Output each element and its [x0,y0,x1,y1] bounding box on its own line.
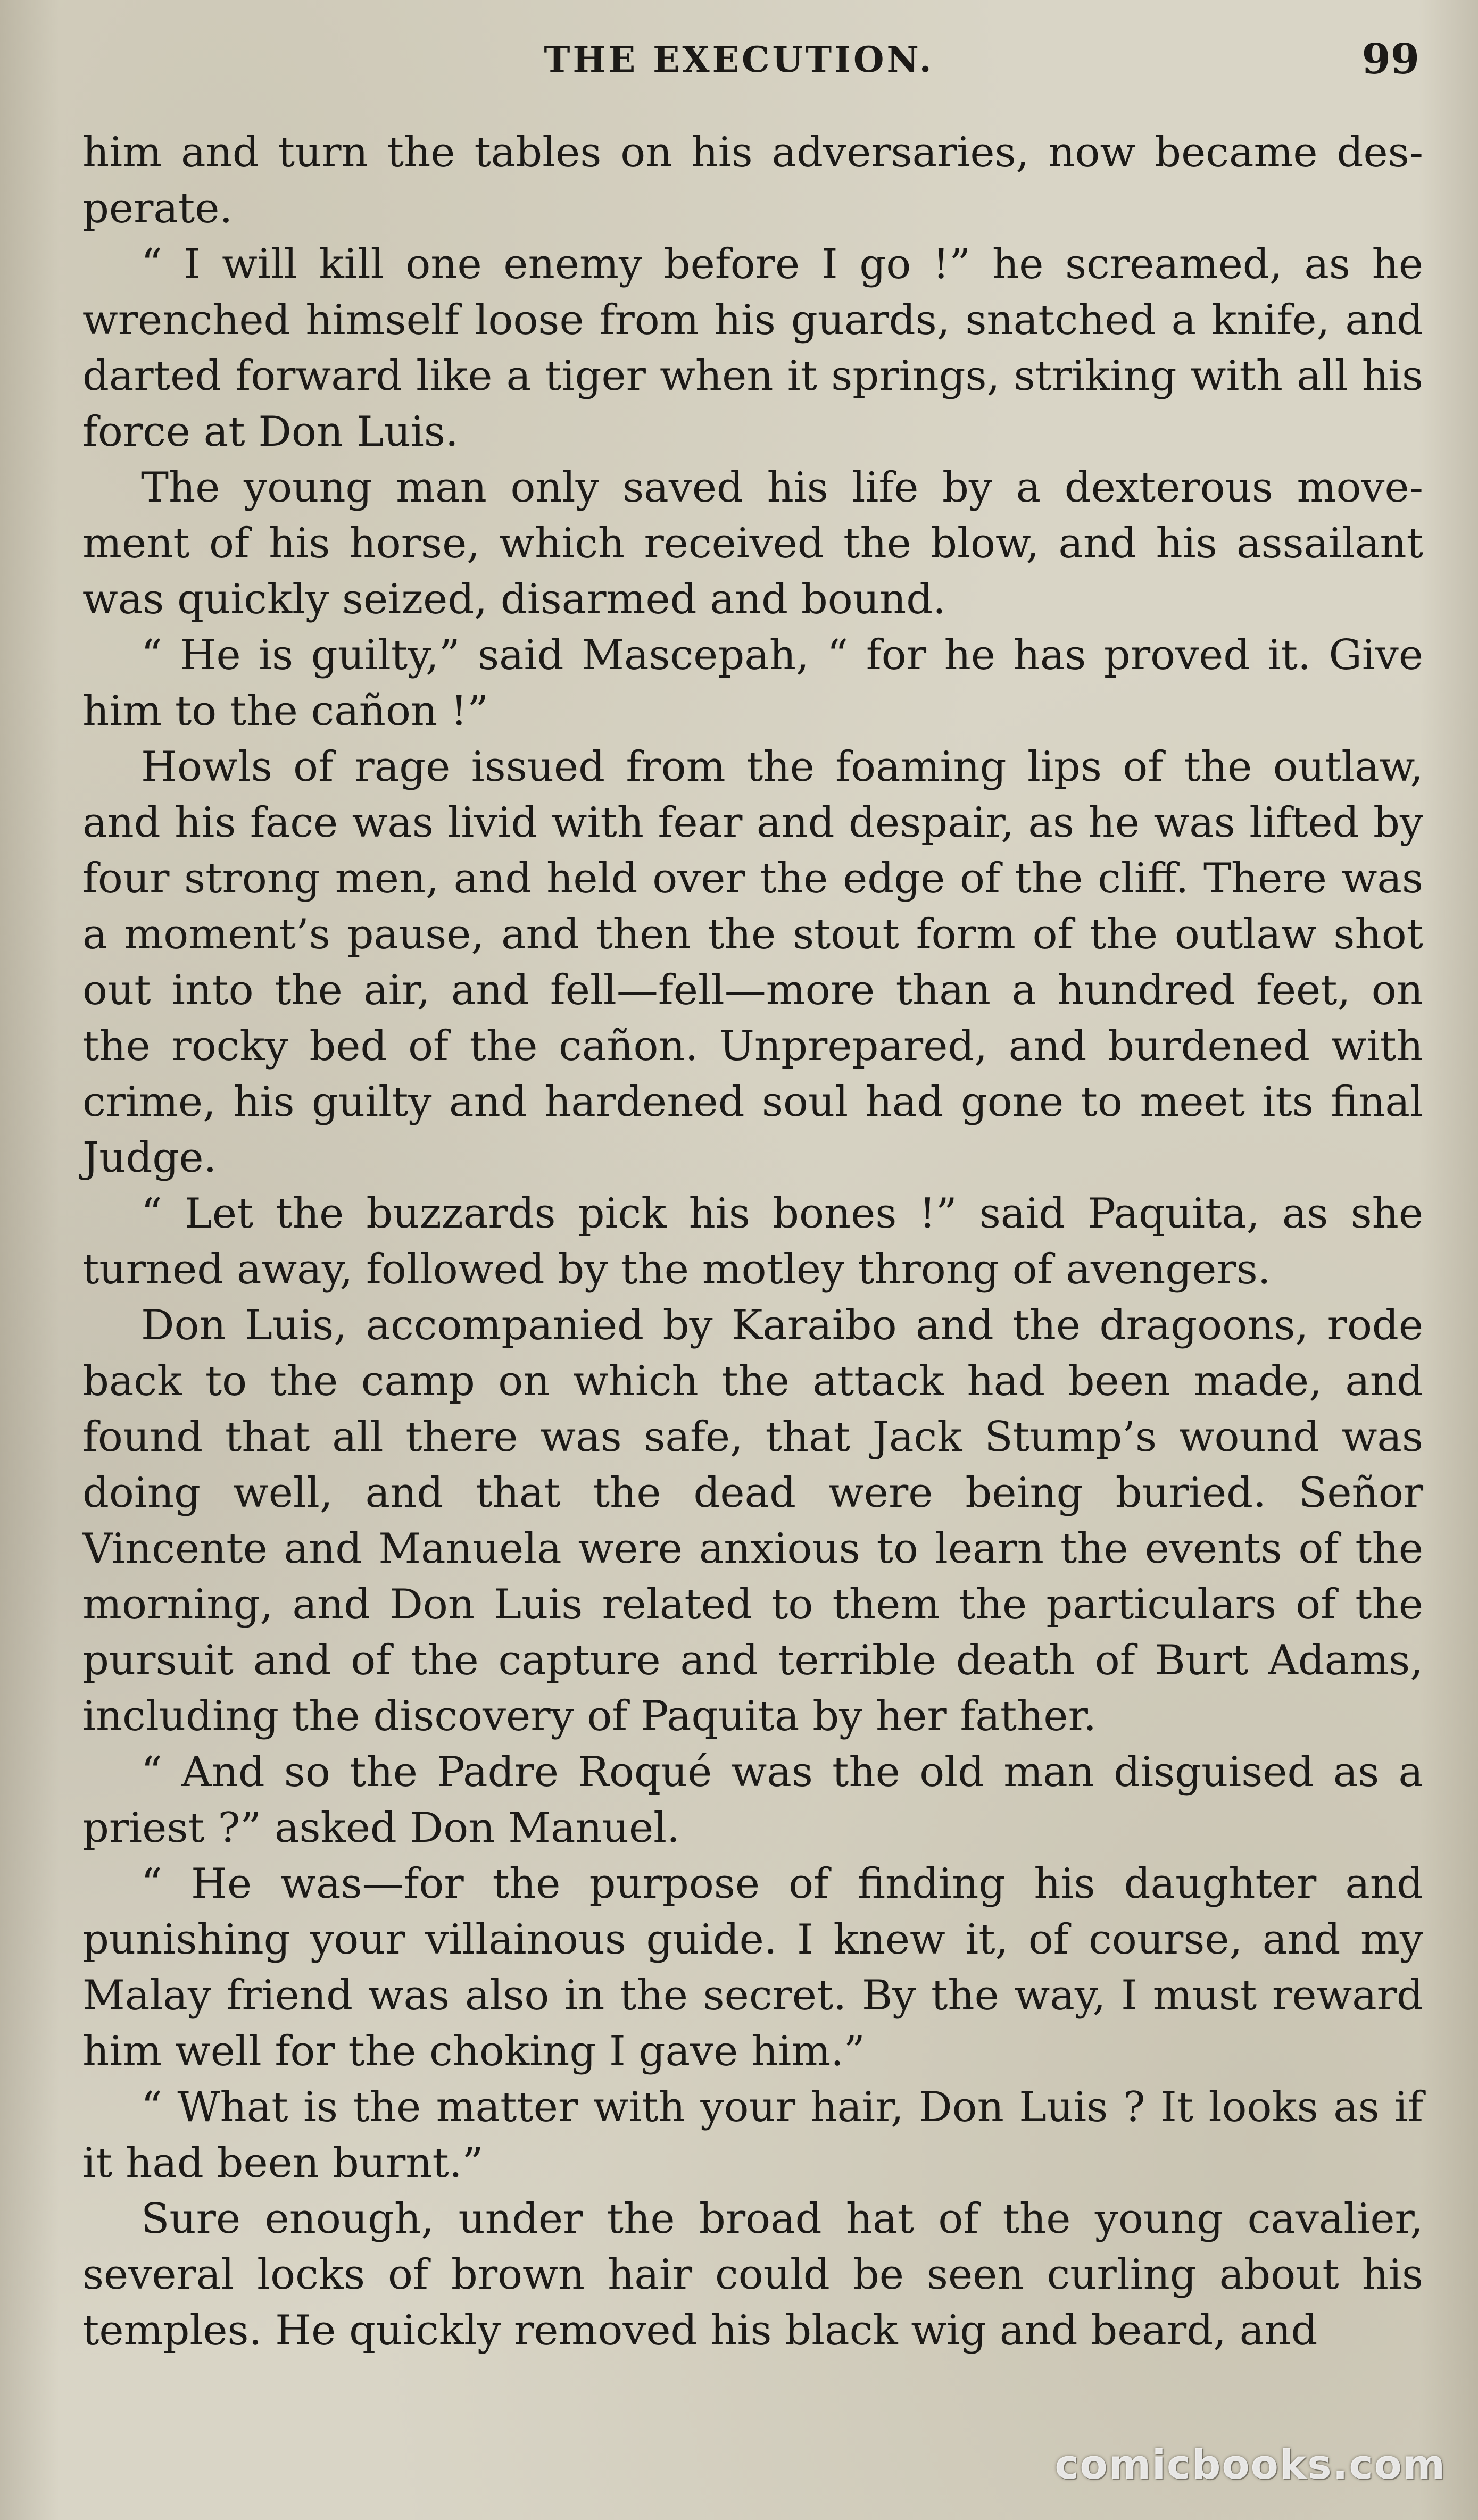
paragraph: The young man only saved his life by a dexterous move-ment of his horse, which received the blow, and his assailant was quickly seized, disarmed and bound. [82,464,1423,623]
paragraph: “ I will kill one enemy before I go !” he screamed, as he wrenched himself loose from his guards, snatched a knife, and darted forward like a tiger when it springs, striking with all his force at Don Luis. [82,240,1423,456]
paragraph: “ And so the Padre Roqué was the old man disguised as a priest ?” asked Don Manuel. [82,1748,1423,1852]
paragraph: “ Let the buzzards pick his bones !” said Paquita, as she turned away, followed by the motley throng of avengers. [82,1190,1423,1294]
paragraph: Don Luis, accompanied by Karaibo and the dragoons, rode back to the camp on which the attack had been made, and found that all there was safe, that Jack Stump’s wound was doing well, and that the dead were being buried. Señor Vincente and Manuela were anxious to learn the events of the morning, and Don Luis related to them the particulars of the pursuit and of the capture and terrible death of Burt Adams, including the discovery of Paquita by her father. [82,1301,1423,1740]
running-title: THE EXECUTION. [544,39,934,80]
paragraph: “ What is the matter with your hair, Don Luis ? It looks as if it had been burnt.” [82,2083,1423,2187]
paragraph: “ He was—for the purpose of finding his daughter and punishing your villainous guide. I knew it, of course, and my Malay friend was also in the secret. By the way, I must reward him well for the choking I gave him.” [82,1860,1423,2075]
paragraph: Sure enough, under the broad hat of the young cavalier, several locks of brown hair could be seen curling about his temples. He quickly removed his black wig and beard, and [82,2195,1423,2355]
paragraph: “ He is guilty,” said Mascepah, “ for he has proved it. Give him to the cañon !” [82,631,1423,735]
body-text [82,125,1423,2359]
running-head [0,28,1478,91]
page-number: 99 [1361,35,1419,84]
paragraph: Howls of rage issued from the foaming lips of the outlaw, and his face was livid with fear and despair, as he was lifted by four strong men, and held over the edge of the cliff. There was a moment’s pause, and then the stout form of the outlaw shot out into the air, and fell—fell—more than a hundred feet, on the rocky bed of the cañon. Unprepared, and burdened with crime, his guilty and hardened soul had gone to meet its final Judge. [82,743,1423,1182]
watermark: comicbooks.com [1054,2441,1446,2488]
paragraph: him and turn the tables on his adversaries, now became des-perate. [82,129,1423,232]
